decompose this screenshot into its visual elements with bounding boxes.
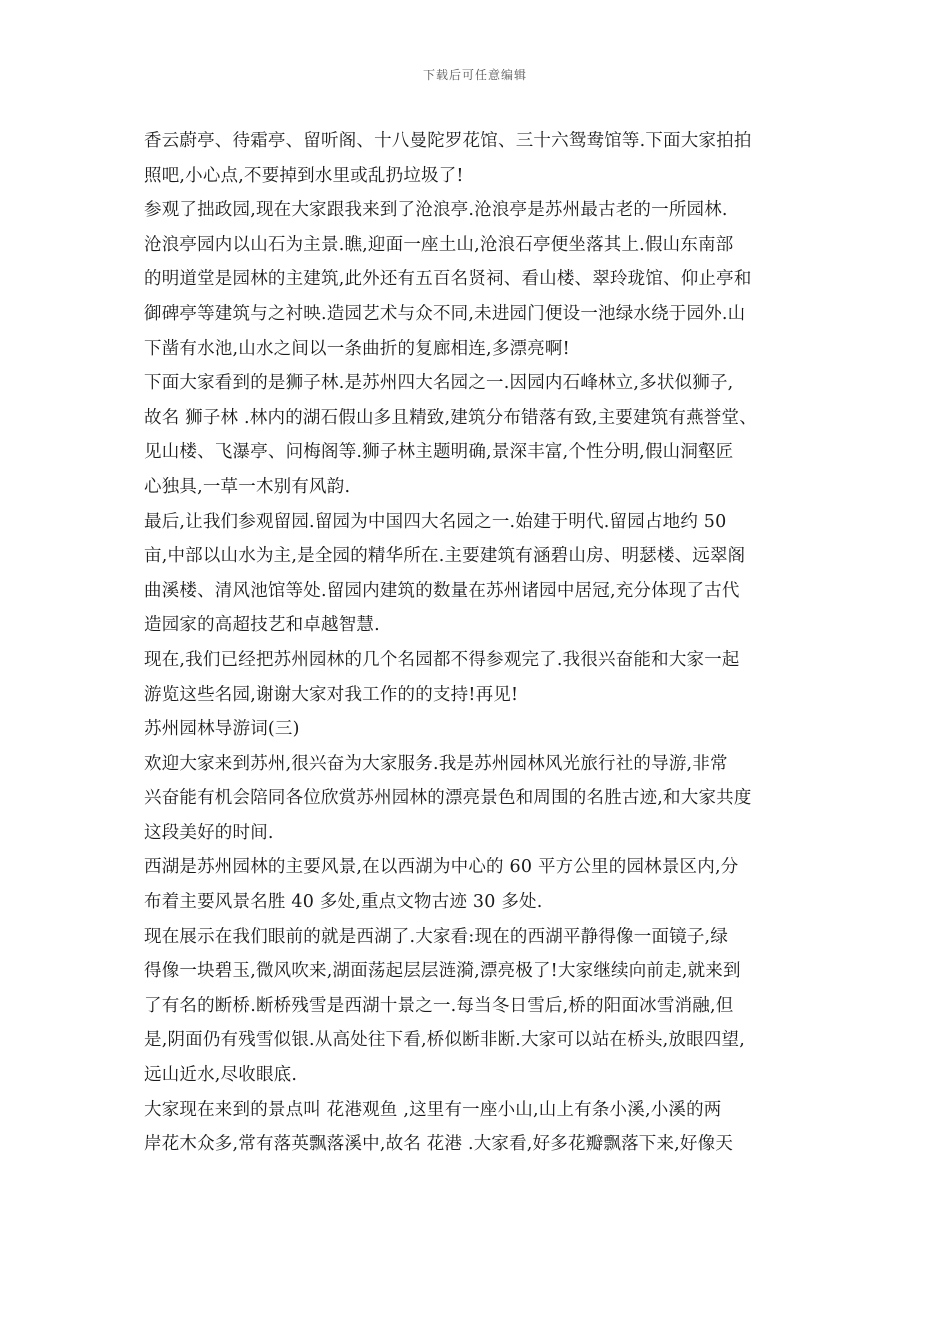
section-heading: 苏州园林导游词(三) — [144, 719, 300, 740]
text-line: 大家现在来到的景点叫 花港观鱼 ,这里有一座小山,山上有条小溪,小溪的两 — [144, 1099, 722, 1120]
text-line: 见山楼、飞瀑亭、问梅阁等.狮子林主题明确,景深丰富,个性分明,假山洞壑匠 — [144, 442, 734, 463]
text-line: 曲溪楼、清风池馆等处.留园内建筑的数量在苏州诸园中居冠,充分体现了古代 — [144, 580, 740, 601]
text-line: 造园家的高超技艺和卓越智慧. — [144, 615, 380, 636]
text-line: 游览这些名园,谢谢大家对我工作的的支持!再见! — [144, 684, 519, 705]
text-line: 远山近水,尽收眼底. — [144, 1065, 298, 1086]
text-line: 亩,中部以山水为主,是全园的精华所在.主要建筑有涵碧山房、明瑟楼、远翠阁 — [144, 546, 746, 567]
text-line: 心独具,一草一木别有风韵. — [144, 476, 351, 497]
text-line: 西湖是苏州园林的主要风景,在以西湖为中心的 60 平方公里的园林景区内,分 — [144, 857, 739, 878]
text-line: 这段美好的时间. — [144, 822, 274, 843]
text-line: 香云蔚亭、待霜亭、留听阁、十八曼陀罗花馆、三十六鸳鸯馆等.下面大家拍拍 — [144, 131, 752, 151]
text-line: 沧浪亭园内以山石为主景.瞧,迎面一座土山,沧浪石亭便坐落其上.假山东南部 — [144, 234, 734, 255]
text-line: 布着主要风景名胜 40 多处,重点文物古迹 30 多处. — [144, 892, 543, 913]
text-line: 故名 狮子林 .林内的湖石假山多且精致,建筑分布错落有致,主要建筑有燕誉堂、 — [144, 407, 757, 428]
text-line: 照吧,小心点,不要掉到水里或乱扔垃圾了! — [144, 165, 464, 186]
text-line: 御碑亭等建筑与之衬映.造园艺术与众不同,未进园门便设一池绿水绕于园外.山 — [144, 303, 746, 324]
text-line: 下面大家看到的是狮子林.是苏州四大名园之一.因园内石峰林立,多状似狮子, — [144, 373, 734, 394]
text-line: 是,阴面仍有残雪似银.从高处往下看,桥似断非断.大家可以站在桥头,放眼四望, — [144, 1030, 745, 1051]
text-line: 了有名的断桥.断桥残雪是西湖十景之一.每当冬日雪后,桥的阳面冰雪消融,但 — [144, 995, 734, 1016]
text-line: 参观了拙政园,现在大家跟我来到了沧浪亭.沧浪亭是苏州最古老的一所园林. — [144, 200, 728, 221]
text-line: 岸花木众多,常有落英飘落溪中,故名 花港 .大家看,好多花瓣飘落下来,好像天 — [144, 1134, 734, 1155]
text-line: 兴奋能有机会陪同各位欣赏苏州园林的漂亮景色和周围的名胜古迹,和大家共度 — [144, 788, 752, 809]
page-header: 下载后可任意编辑 — [422, 68, 527, 82]
text-line: 的明道堂是园林的主建筑,此外还有五百名贤祠、看山楼、翠玲珑馆、仰止亭和 — [144, 269, 752, 290]
text-line: 现在展示在我们眼前的就是西湖了.大家看:现在的西湖平静得像一面镜子,绿 — [144, 926, 729, 947]
text-line: 得像一块碧玉,微风吹来,湖面荡起层层涟漪,漂亮极了!大家继续向前走,就来到 — [144, 961, 741, 982]
text-line: 最后,让我们参观留园.留园为中国四大名园之一.始建于明代.留园占地约 50 — [144, 511, 727, 532]
text-line: 欢迎大家来到苏州,很兴奋为大家服务.我是苏州园林风光旅行社的导游,非常 — [144, 753, 728, 774]
text-line: 下凿有水池,山水之间以一条曲折的复廊相连,多漂亮啊! — [144, 338, 570, 359]
document-body — [144, 124, 809, 1162]
text-line: 现在,我们已经把苏州园林的几个名园都不得参观完了.我很兴奋能和大家一起 — [144, 649, 740, 670]
